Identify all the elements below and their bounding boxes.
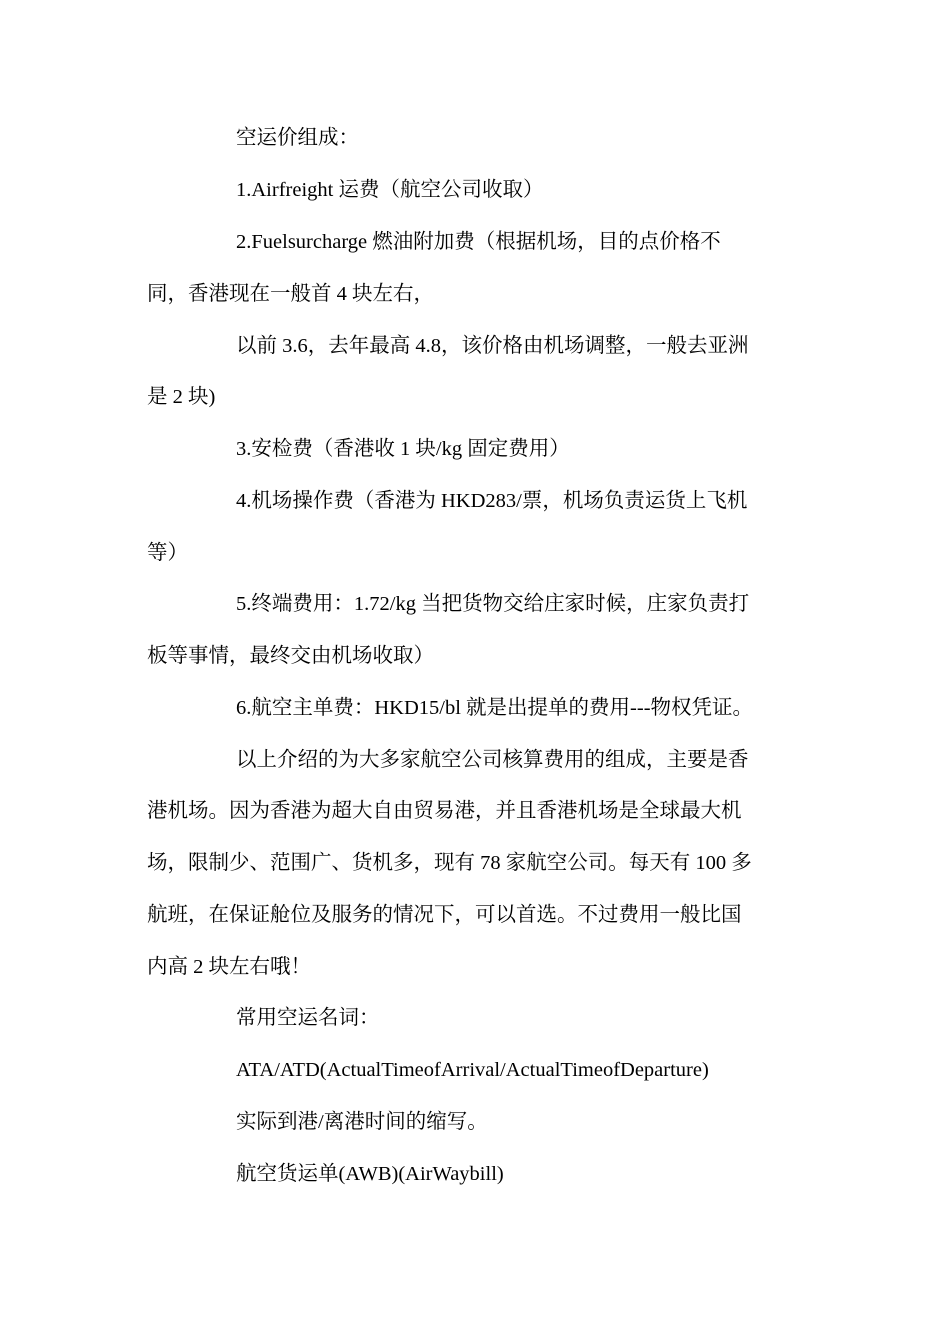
heading-common-terms: 常用空运名词：: [236, 1007, 380, 1029]
summary-paragraph-line-1: 以上介绍的为大多家航空公司核算费用的组成，主要是香: [236, 749, 749, 771]
term-ata-atd-definition: 实际到港/离港时间的缩写。: [236, 1111, 488, 1133]
item-2-continuation-2: 以前 3.6，去年最高 4.8，该价格由机场调整，一般去亚洲: [236, 335, 749, 357]
item-4-continuation: 等）: [147, 542, 188, 564]
item-2-fuel-surcharge: 2.Fuelsurcharge 燃油附加费（根据机场，目的点价格不: [236, 231, 721, 253]
item-5-terminal-fee: 5.终端费用：1.72/kg 当把货物交给庄家时候，庄家负责打: [236, 593, 750, 615]
item-5-continuation: 板等事情，最终交由机场收取）: [147, 645, 434, 667]
summary-paragraph-line-4: 航班，在保证舱位及服务的情况下，可以首选。不过费用一般比国: [147, 904, 742, 926]
item-1-airfreight: 1.Airfreight 运费（航空公司收取）: [236, 179, 544, 201]
heading-airfreight-price-composition: 空运价组成：: [236, 127, 359, 149]
item-2-continuation-3: 是 2 块): [147, 386, 216, 408]
summary-paragraph-line-2: 港机场。因为香港为超大自由贸易港，并且香港机场是全球最大机: [147, 800, 742, 822]
item-2-continuation-1: 同，香港现在一般首 4 块左右，: [147, 283, 434, 305]
summary-paragraph-line-5: 内高 2 块左右哦！: [147, 956, 311, 978]
item-6-master-awb-fee: 6.航空主单费：HKD15/bl 就是出提单的费用---物权凭证。: [236, 697, 754, 719]
item-4-airport-handling-fee: 4.机场操作费（香港为 HKD283/票，机场负责运货上飞机: [236, 490, 748, 512]
summary-paragraph-line-3: 场，限制少、范围广、货机多，现有 78 家航空公司。每天有 100 多: [147, 852, 752, 874]
item-3-security-fee: 3.安检费（香港收 1 块/kg 固定费用）: [236, 438, 570, 460]
term-awb: 航空货运单(AWB)(AirWaybill): [236, 1163, 504, 1185]
term-ata-atd: ATA/ATD(ActualTimeofArrival/ActualTimeofDeparture): [236, 1059, 709, 1081]
